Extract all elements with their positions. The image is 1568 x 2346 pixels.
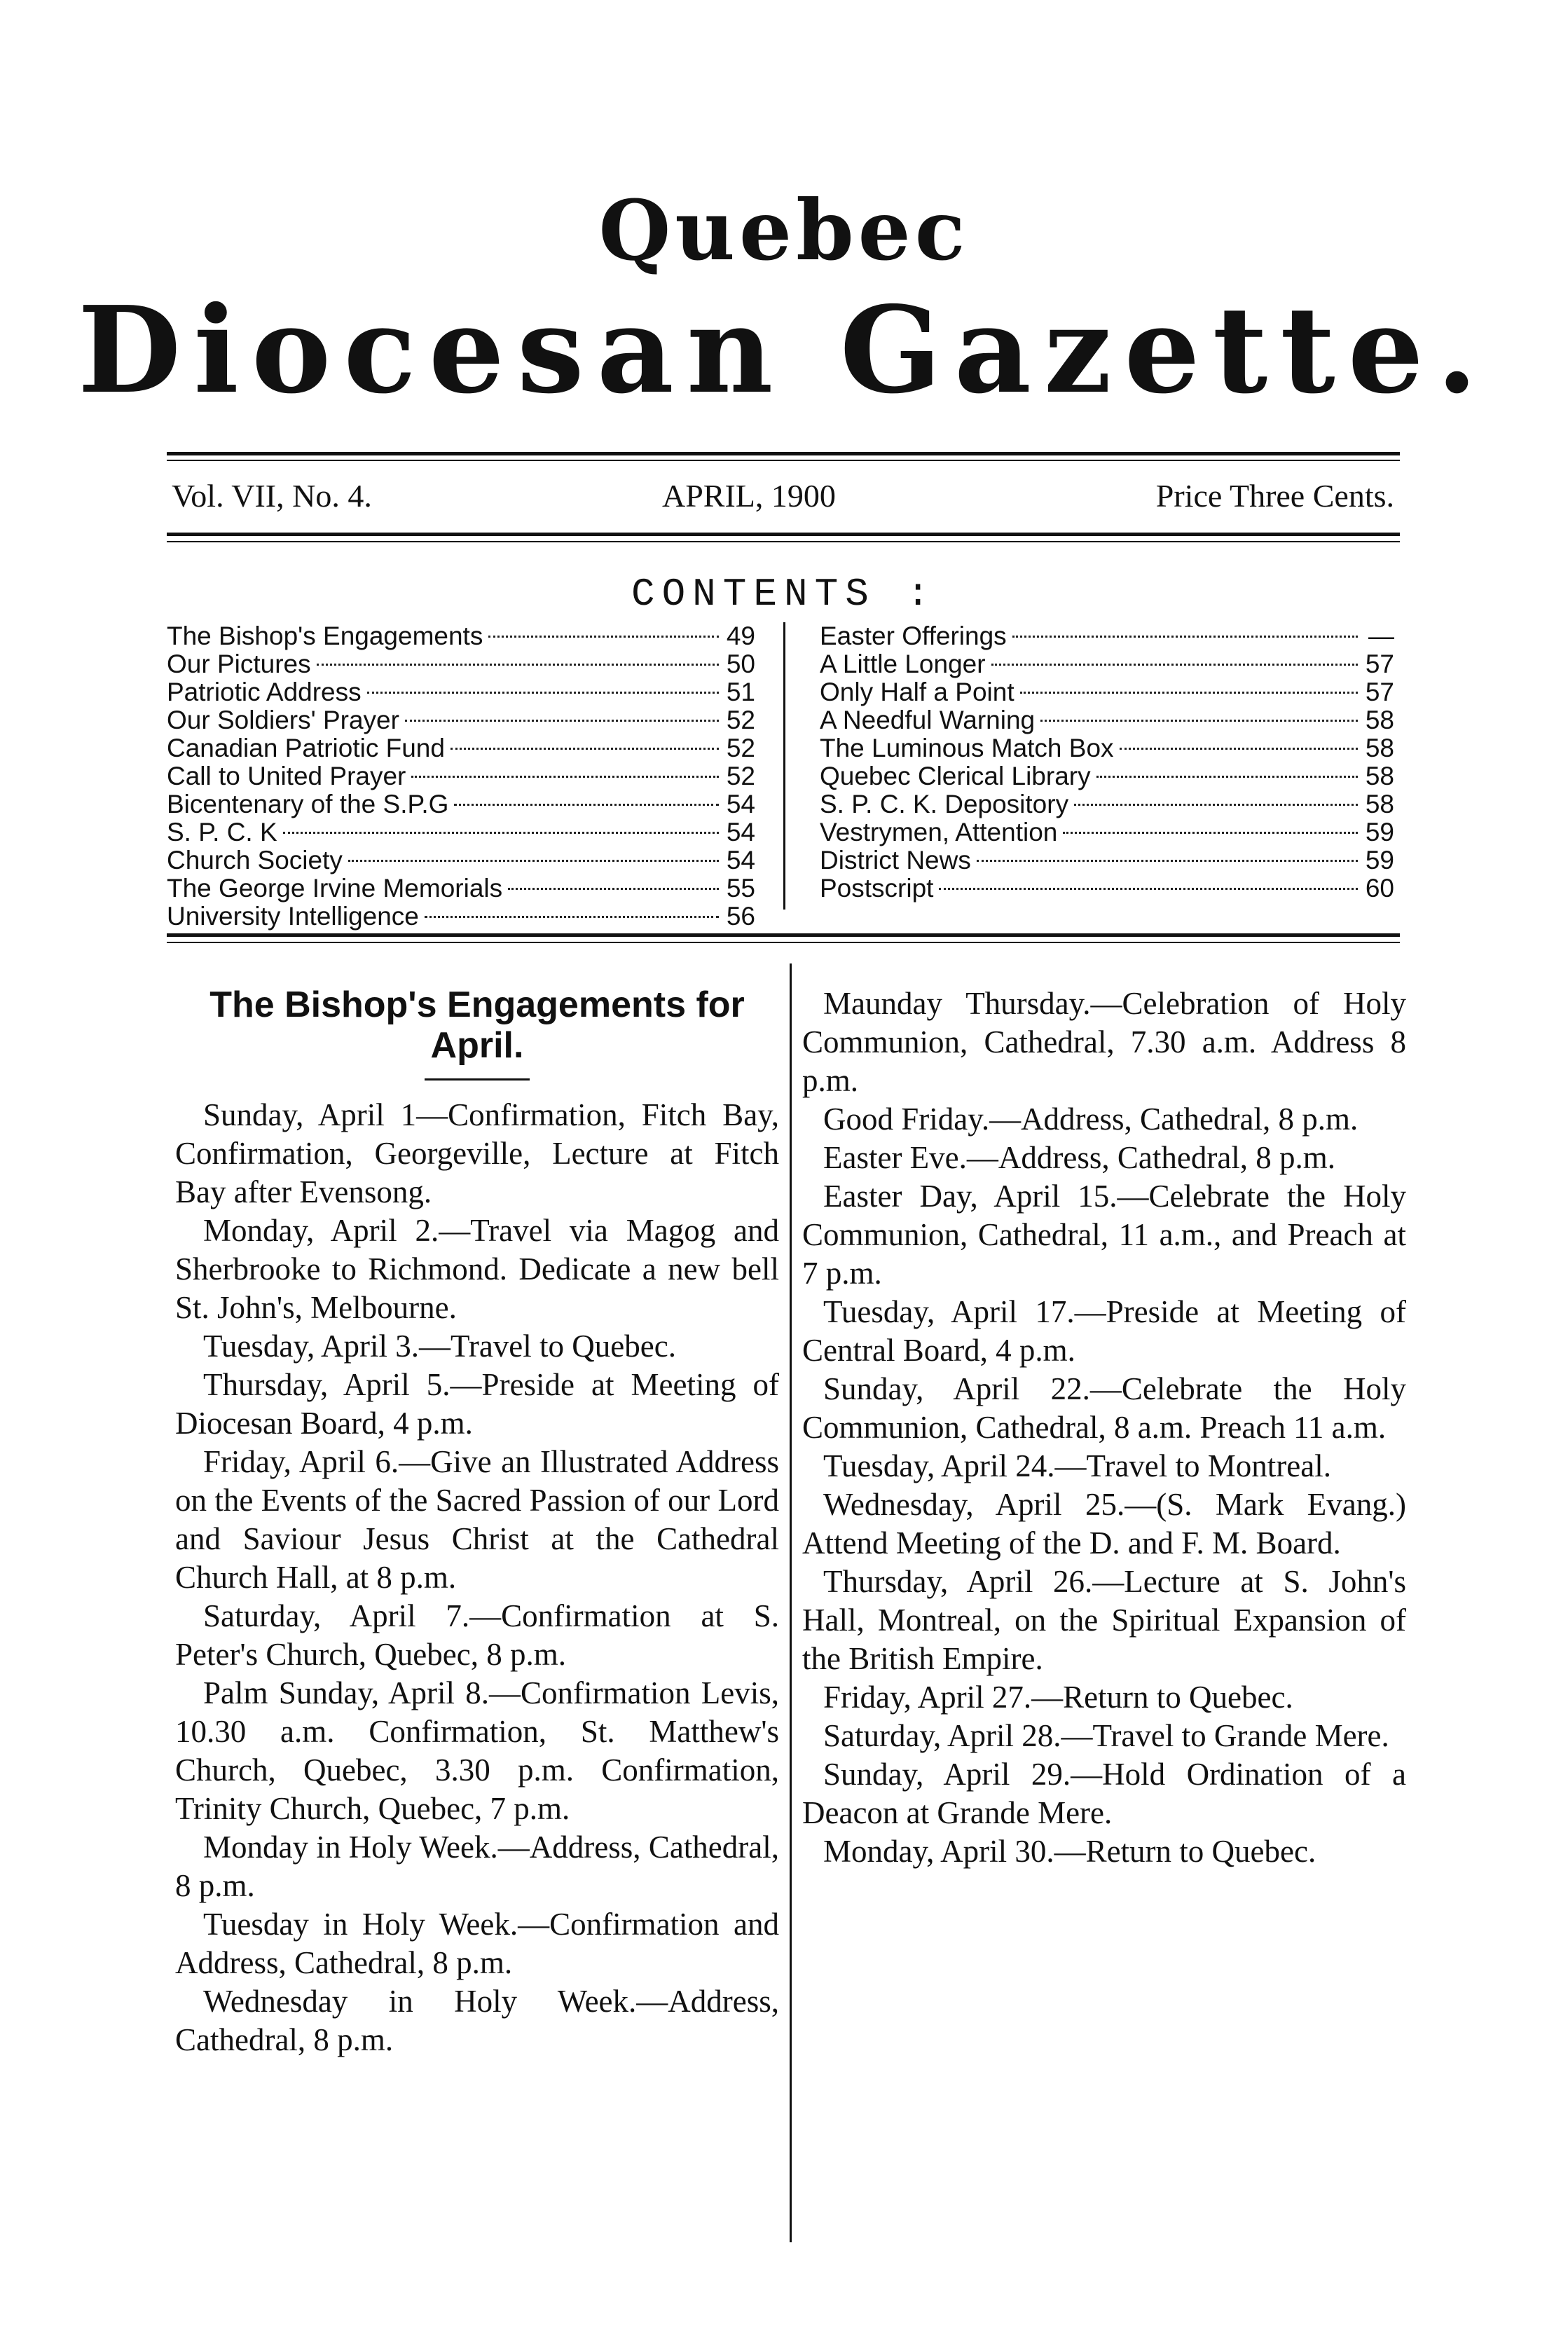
contents-entry-page: — — [1368, 622, 1394, 650]
contents-entry — [820, 818, 1394, 846]
leader-dots — [1120, 748, 1358, 750]
leader-dots — [454, 804, 719, 806]
contents-entry-page: 55 — [726, 874, 755, 903]
leader-dots — [508, 888, 719, 890]
masthead-quebec: Quebec — [598, 181, 970, 279]
contents-entry-page: 59 — [1365, 846, 1394, 874]
article-left-column — [175, 985, 779, 2059]
contents-entry-title: Our Pictures — [167, 650, 311, 678]
leader-dots — [1096, 776, 1358, 778]
contents-entry — [167, 734, 755, 762]
contents-entry — [167, 650, 755, 678]
engagement-entry: Monday in Holy Week.—Address, Cathedral, 8 p.m. — [175, 1830, 779, 1903]
issue-rule-thin — [167, 541, 1400, 542]
contents-left-column — [167, 622, 755, 931]
engagement-entry: Wednesday in Holy Week.—Address, Cathedral, 8 p.m. — [175, 1984, 779, 2057]
leader-dots — [367, 692, 719, 694]
contents-rule — [167, 933, 1400, 937]
leader-dots — [1012, 636, 1358, 638]
contents-entry-page: 58 — [1365, 762, 1394, 790]
contents-entry-page: 59 — [1365, 818, 1394, 846]
contents-entry-page: 57 — [1365, 678, 1394, 706]
contents-divider — [783, 622, 785, 910]
issue-date: APRIL, 1900 — [662, 478, 836, 514]
leader-dots — [425, 916, 719, 918]
contents-entry-page: 51 — [726, 678, 755, 706]
contents-entry — [820, 734, 1394, 762]
masthead-rule-thin — [167, 460, 1400, 461]
leader-dots — [1040, 720, 1358, 722]
contents-entry-page: 54 — [726, 790, 755, 818]
contents-entry-page: 52 — [726, 734, 755, 762]
contents-entry-title: Only Half a Point — [820, 678, 1015, 706]
leader-dots — [1074, 804, 1358, 806]
leader-dots — [411, 776, 719, 778]
contents-entry — [820, 874, 1394, 903]
engagement-entry: Easter Day, April 15.—Celebrate the Holy Communion, Cathedral, 11 a.m., and Preach at 7 p.m. — [802, 1179, 1406, 1291]
contents-entry-page: 57 — [1365, 650, 1394, 678]
leader-dots — [451, 748, 719, 750]
contents-entry-title: The Bishop's Engagements — [167, 622, 483, 650]
contents-entry-page: 60 — [1365, 874, 1394, 903]
article-right-column — [802, 985, 1406, 1871]
engagement-entry: Tuesday, April 3.—Travel to Quebec. — [203, 1329, 676, 1364]
contents-entry-title: A Needful Warning — [820, 706, 1036, 734]
leader-dots — [977, 860, 1358, 862]
leader-dots — [317, 664, 719, 666]
contents-entry-title: The Luminous Match Box — [820, 734, 1114, 762]
left-paragraphs — [175, 1096, 779, 2059]
contents-entry-title: Canadian Patriotic Fund — [167, 734, 445, 762]
contents-entry-title: Vestrymen, Attention — [820, 818, 1058, 846]
contents-entry-title: Bicentenary of the S.P.G — [167, 790, 449, 818]
contents-entry — [167, 762, 755, 790]
contents-entry — [820, 846, 1394, 874]
engagement-entry: Friday, April 6.—Give an Illustrated Address on the Events of the Sacred Passion of our Lord and Saviour Jesus Christ at the Cathedral Church Hall, at 8 p.m. — [175, 1444, 779, 1595]
contents-entry-page: 58 — [1365, 706, 1394, 734]
engagement-entry: Tuesday, April 17.—Preside at Meeting of Central Board, 4 p.m. — [802, 1294, 1406, 1368]
contents-entry-title: University Intelligence — [167, 902, 419, 931]
contents-entry — [820, 762, 1394, 790]
contents-entry-title: District News — [820, 846, 971, 874]
contents-entry-page: 54 — [726, 846, 755, 874]
contents-entry-title: The George Irvine Memorials — [167, 874, 503, 903]
leader-dots — [405, 720, 719, 722]
contents-entry — [167, 846, 755, 874]
engagement-entry: Good Friday.—Address, Cathedral, 8 p.m. — [823, 1102, 1359, 1137]
contents-entry-title: S. P. C. K — [167, 818, 277, 846]
leader-dots — [488, 636, 719, 638]
contents-entry-title: Our Soldiers' Prayer — [167, 706, 399, 734]
contents-entry — [167, 790, 755, 818]
engagement-entry: Sunday, April 22.—Celebrate the Holy Communion, Cathedral, 8 a.m. Preach 11 a.m. — [802, 1371, 1406, 1445]
leader-dots — [283, 832, 719, 834]
contents-right-column — [820, 622, 1394, 903]
contents-entry-title: S. P. C. K. Depository — [820, 790, 1069, 818]
engagement-entry: Thursday, April 5.—Preside at Meeting of Diocesan Board, 4 p.m. — [175, 1367, 779, 1441]
contents-entry-title: Call to United Prayer — [167, 762, 406, 790]
engagement-entry: Easter Eve.—Address, Cathedral, 8 p.m. — [823, 1140, 1336, 1175]
engagement-entry: Tuesday, April 24.—Travel to Montreal. — [823, 1448, 1331, 1483]
title-rule — [425, 1078, 530, 1081]
contents-entry — [167, 706, 755, 734]
contents-entry-title: Quebec Clerical Library — [820, 762, 1091, 790]
contents-entry-title: Church Society — [167, 846, 343, 874]
contents-entry — [820, 650, 1394, 678]
contents-entry-title: Postscript — [820, 874, 934, 903]
contents-entry-page: 58 — [1365, 734, 1394, 762]
leader-dots — [991, 664, 1358, 666]
engagement-entry: Monday, April 30.—Return to Quebec. — [823, 1834, 1316, 1869]
contents-entry — [820, 790, 1394, 818]
right-paragraphs — [802, 985, 1406, 1871]
contents-entry — [820, 678, 1394, 706]
engagement-entry: Thursday, April 26.—Lecture at S. John's Hall, Montreal, on the Spiritual Expansion of the British Empire. — [802, 1564, 1406, 1676]
engagement-entry: Sunday, April 29.—Hold Ordination of a Deacon at Grande Mere. — [802, 1757, 1406, 1830]
engagement-entry: Saturday, April 7.—Confirmation at S. Peter's Church, Quebec, 8 p.m. — [175, 1598, 779, 1672]
contents-entry-page: 50 — [726, 650, 755, 678]
issue-price: Price Three Cents. — [1155, 478, 1394, 514]
contents-entry-page: 52 — [726, 762, 755, 790]
masthead-rule — [167, 452, 1400, 455]
contents-entry-title: A Little Longer — [820, 650, 986, 678]
contents-entry-page: 56 — [726, 902, 755, 931]
leader-dots — [348, 860, 719, 862]
contents-entry — [167, 903, 755, 931]
leader-dots — [939, 888, 1358, 890]
engagement-entry: Sunday, April 1—Confirmation, Fitch Bay, Confirmation, Georgeville, Lecture at Fitch Bay after Evensong. — [175, 1097, 779, 1209]
contents-entry — [167, 678, 755, 706]
contents-entry-page: 52 — [726, 706, 755, 734]
contents-rule-thin — [167, 942, 1400, 943]
engagement-entry: Wednesday, April 25.—(S. Mark Evang.) Attend Meeting of the D. and F. M. Board. — [802, 1487, 1406, 1560]
contents-entry-title: Easter Offerings — [820, 622, 1007, 650]
contents-entry — [167, 622, 755, 650]
masthead-title: Diocesan Gazette. — [77, 280, 1491, 420]
article-title: The Bishop's Engagements for April. — [209, 985, 745, 1066]
contents-entry — [167, 874, 755, 903]
issue-volume: Vol. VII, No. 4. — [172, 478, 372, 514]
contents-entry — [167, 818, 755, 846]
engagement-entry: Monday, April 2.—Travel via Magog and Sherbrooke to Richmond. Dedicate a new bell St. John's, Melbourne. — [175, 1213, 779, 1325]
contents-entry — [820, 706, 1394, 734]
contents-entry-page: 49 — [726, 622, 755, 650]
contents-entry-page: 54 — [726, 818, 755, 846]
leader-dots — [1020, 692, 1358, 694]
contents-heading: CONTENTS : — [631, 572, 937, 617]
engagement-entry: Palm Sunday, April 8.—Confirmation Levis, 10.30 a.m. Confirmation, St. Matthew's Church, Quebec, 3.30 p.m. Confirmation, Trinity Church, Quebec, 7 p.m. — [175, 1675, 779, 1826]
engagement-entry: Saturday, April 28.—Travel to Grande Mere. — [823, 1718, 1389, 1753]
column-divider — [790, 963, 792, 2242]
engagement-entry: Tuesday in Holy Week.—Confirmation and Address, Cathedral, 8 p.m. — [175, 1907, 779, 1980]
contents-entry-page: 58 — [1365, 790, 1394, 818]
engagement-entry: Maunday Thursday.—Celebration of Holy Communion, Cathedral, 7.30 a.m. Address 8 p.m. — [802, 986, 1406, 1098]
issue-rule — [167, 533, 1400, 536]
leader-dots — [1063, 832, 1358, 834]
engagement-entry: Friday, April 27.—Return to Quebec. — [823, 1680, 1293, 1715]
contents-entry-title: Patriotic Address — [167, 678, 362, 706]
contents-entry — [820, 622, 1394, 650]
